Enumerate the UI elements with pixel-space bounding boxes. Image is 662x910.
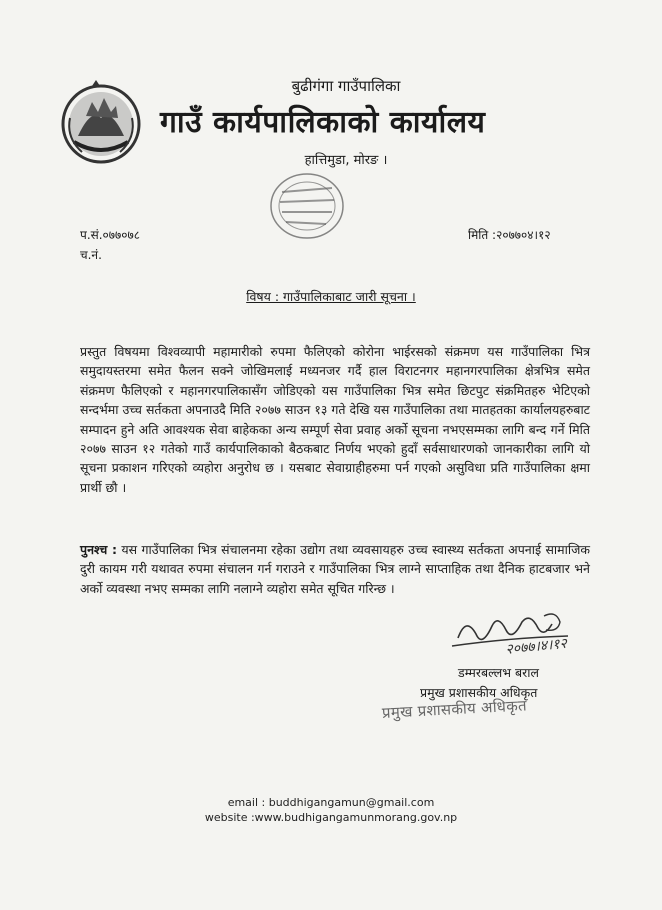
postscript-label: पुनश्च : <box>80 542 118 557</box>
letter-date: मिति :२०७७०४।१२ <box>468 228 551 242</box>
footer-website: website :www.budhigangamunmorang.gov.np <box>204 811 458 824</box>
municipality-name: बुढीगंगा गाउँपालिका <box>291 77 401 95</box>
postscript-text: यस गाउँपालिका भित्र संचालनमा रहेका उद्योग तथा व्यवसायहरु उच्च स्वास्थ्य सर्तकता अपनाई सामाजिक दुरी कायम गरी यथावत रुपमा संचालन गर्न गराउने र गाउँपालिका भित्र लाग्ने साप्ताहिक तथा दैनिक हाटबजार भने अर्को व्यवस्था नभए सम्मका लागि नलाग्ने व्यहोरा समेत सूचित गरिन्छ । <box>80 542 590 596</box>
subject-text: विषय : गाउँपालिकाबाट जारी सूचना । <box>246 289 416 304</box>
dispatch-number: च.नं. <box>80 248 102 262</box>
designation-stamp: प्रमुख प्रशासकीय अधिकृत <box>381 696 528 722</box>
office-location: हात्तिमुडा, मोरङ । <box>304 153 388 168</box>
handwritten-signature <box>448 608 598 666</box>
office-title: गाउँ कार्यपालिकाको कार्यालय <box>160 105 486 140</box>
postscript <box>80 540 590 598</box>
municipality-seal-icon <box>268 170 346 242</box>
footer-email: email : buddhigangamun@gmail.com <box>227 796 435 809</box>
notice-body: प्रस्तुत विषयमा विश्वव्यापी महामारीको रुपमा फैलिएको कोरोना भाईरसको संक्रमण यस गाउँपालिका भित्र समुदायस्तरमा समेत फैलन सक्ने जोखिमलाई मध्यनजर गर्दै हाल विराटनगर महानगरपालिका क्षेत्रभित्र समेत संक्रमण फैलिएको र महानगरपालिकासँग जोडिएको यस गाउँपालिका भित्र समेत छिटपुट संक्रमितहरु भेटिएको सन्दर्भमा उच्च सर्तकता अपनाउदै मिति २०७७ साउन १३ गते देखि यस गाउँपालिका तथा मातहतका कार्यालयहरुबाट सम्पादन हुने अति आवश्यक सेवा बाहेकका अन्य सम्पूर्ण सेवा प्रवाह अर्को सूचना नभएसम्मका लागि बन्द गर्ने मिति २०७७ साउन १२ गतेको गाउँ कार्यपालिकाको बैठकबाट निर्णय भएको हुदाँ सर्वसाधारणको जानकारीका लागि यो सूचना प्रकाशन गरिएको व्यहोरा अनुरोध छ । यसबाट सेवाग्राहीहरुमा पर्न गएको असुविधा प्रति गाउँपालिका क्षमा प्रार्थी छौ । <box>80 344 590 495</box>
subject-line <box>0 288 662 305</box>
reference-number: प.सं.०७७०७८ <box>80 228 140 242</box>
signatory-title: प्रमुख प्रशासकीय अधिकृत <box>420 685 538 700</box>
signatory-name: डम्मरबल्लभ बराल <box>458 665 539 680</box>
signature-date: २०७७।४।१२ <box>504 635 568 658</box>
